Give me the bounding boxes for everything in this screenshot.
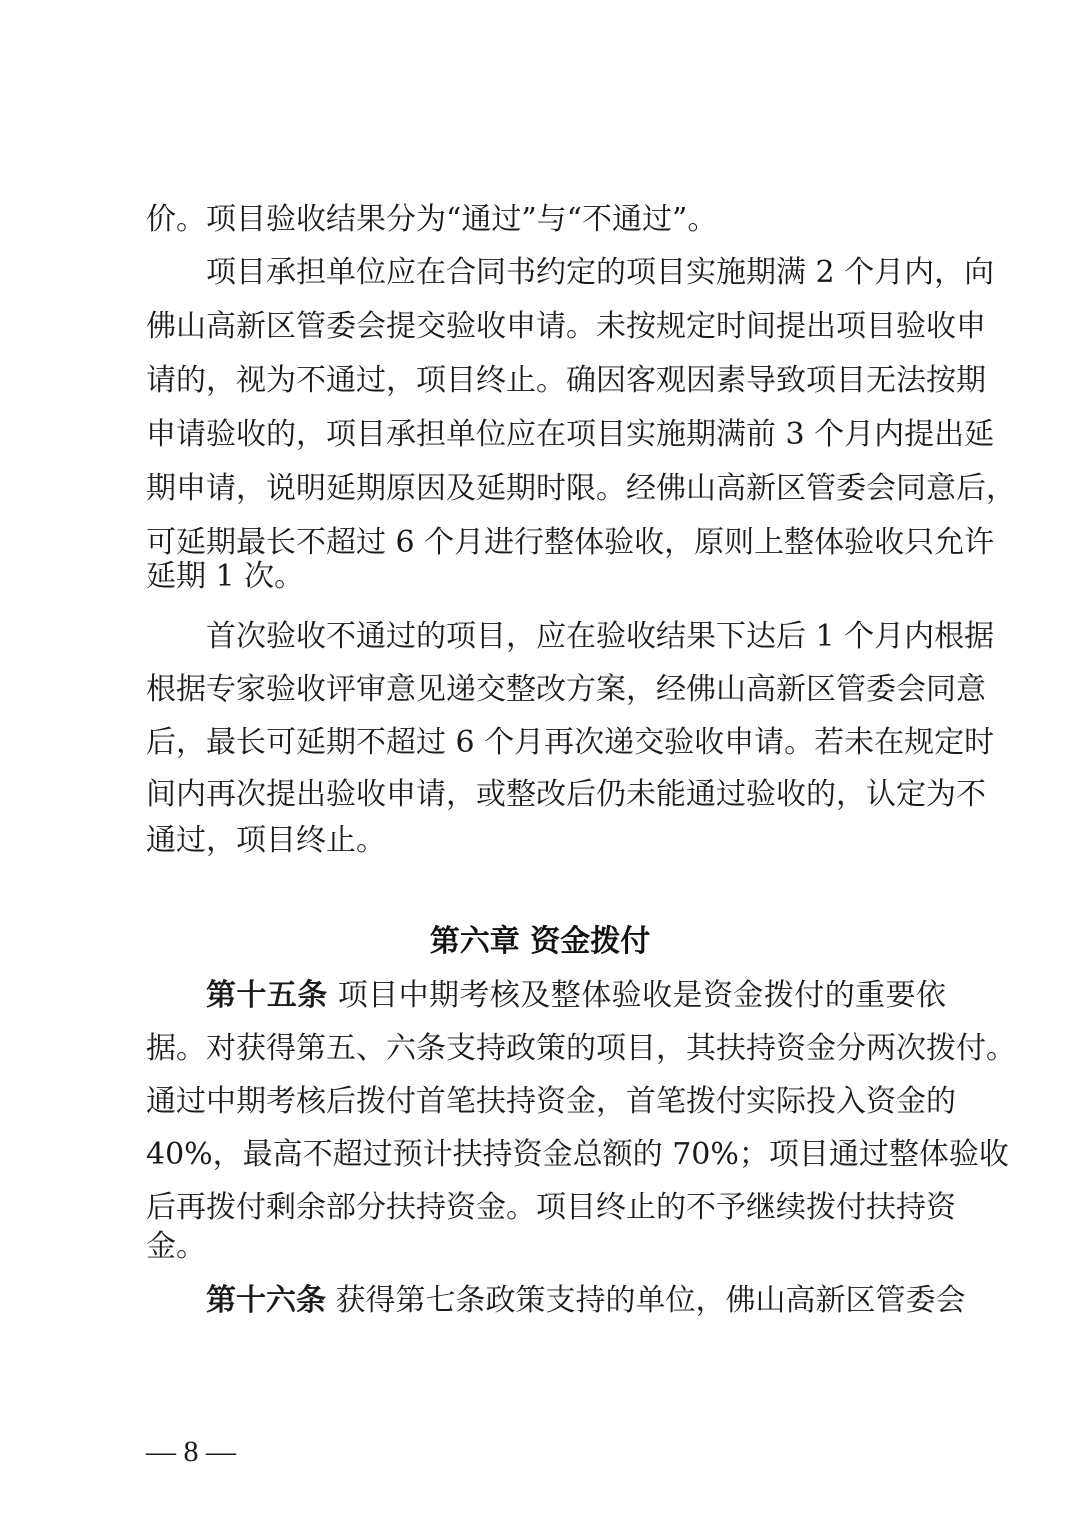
para2-line-2: 佛山高新区管委会提交验收申请。未按规定时间提出项目验收申 bbox=[146, 309, 986, 344]
page-number: — 8 — bbox=[146, 1435, 236, 1468]
para3-line-3: 后，最长可延期不超过 6 个月再次递交验收申请。若未在规定时 bbox=[146, 725, 995, 760]
article15-label: 第十五条 bbox=[206, 978, 328, 1013]
article15-line-3: 通过中期考核后拨付首笔扶持资金，首笔拨付实际投入资金的 bbox=[146, 1084, 956, 1119]
article15-line-2: 据。对获得第五、六条支持政策的项目，其扶持资金分两次拨付。 bbox=[146, 1031, 1016, 1066]
para1-line-1: 价。项目验收结果分为“通过”与“不通过”。 bbox=[146, 202, 718, 237]
article15-line-1 bbox=[206, 970, 946, 1022]
para3-line-1: 首次验收不通过的项目，应在验收结果下达后 1 个月内根据 bbox=[206, 619, 995, 654]
article16-line-1 bbox=[206, 1275, 966, 1327]
para2-line-3: 请的，视为不通过，项目终止。确因客观因素导致项目无法按期 bbox=[146, 363, 986, 398]
article15-line-6: 金。 bbox=[146, 1229, 206, 1264]
para2-line-1: 项目承担单位应在合同书约定的项目实施期满 2 个月内，向 bbox=[206, 255, 995, 290]
para2-line-4: 申请验收的，项目承担单位应在项目实施期满前 3 个月内提出延 bbox=[146, 417, 995, 452]
para2-line-7: 延期 1 次。 bbox=[146, 559, 305, 594]
article16-label: 第十六条 bbox=[206, 1283, 326, 1318]
article15-line-5: 后再拨付剩余部分扶持资金。项目终止的不予继续拨付扶持资 bbox=[146, 1190, 956, 1225]
para2-line-6: 可延期最长不超过 6 个月进行整体验收，原则上整体验收只允许 bbox=[146, 525, 995, 560]
para3-line-2: 根据专家验收评审意见递交整改方案，经佛山高新区管委会同意 bbox=[146, 672, 986, 707]
article15-line-4: 40%，最高不超过预计扶持资金总额的 70%；项目通过整体验收 bbox=[146, 1137, 1009, 1172]
chapter-title: 第六章 资金拨付 bbox=[429, 924, 651, 959]
para2-line-5: 期申请，说明延期原因及延期时限。经佛山高新区管委会同意后， bbox=[146, 471, 1016, 506]
article16-first-line-text: 获得第七条政策支持的单位，佛山高新区管委会 bbox=[335, 1283, 966, 1318]
para3-line-5: 通过，项目终止。 bbox=[146, 823, 386, 858]
para3-line-4: 间内再次提出验收申请，或整改后仍未能通过验收的，认定为不 bbox=[146, 777, 986, 812]
article15-first-line-text: 项目中期考核及整体验收是资金拨付的重要依 bbox=[337, 978, 947, 1013]
